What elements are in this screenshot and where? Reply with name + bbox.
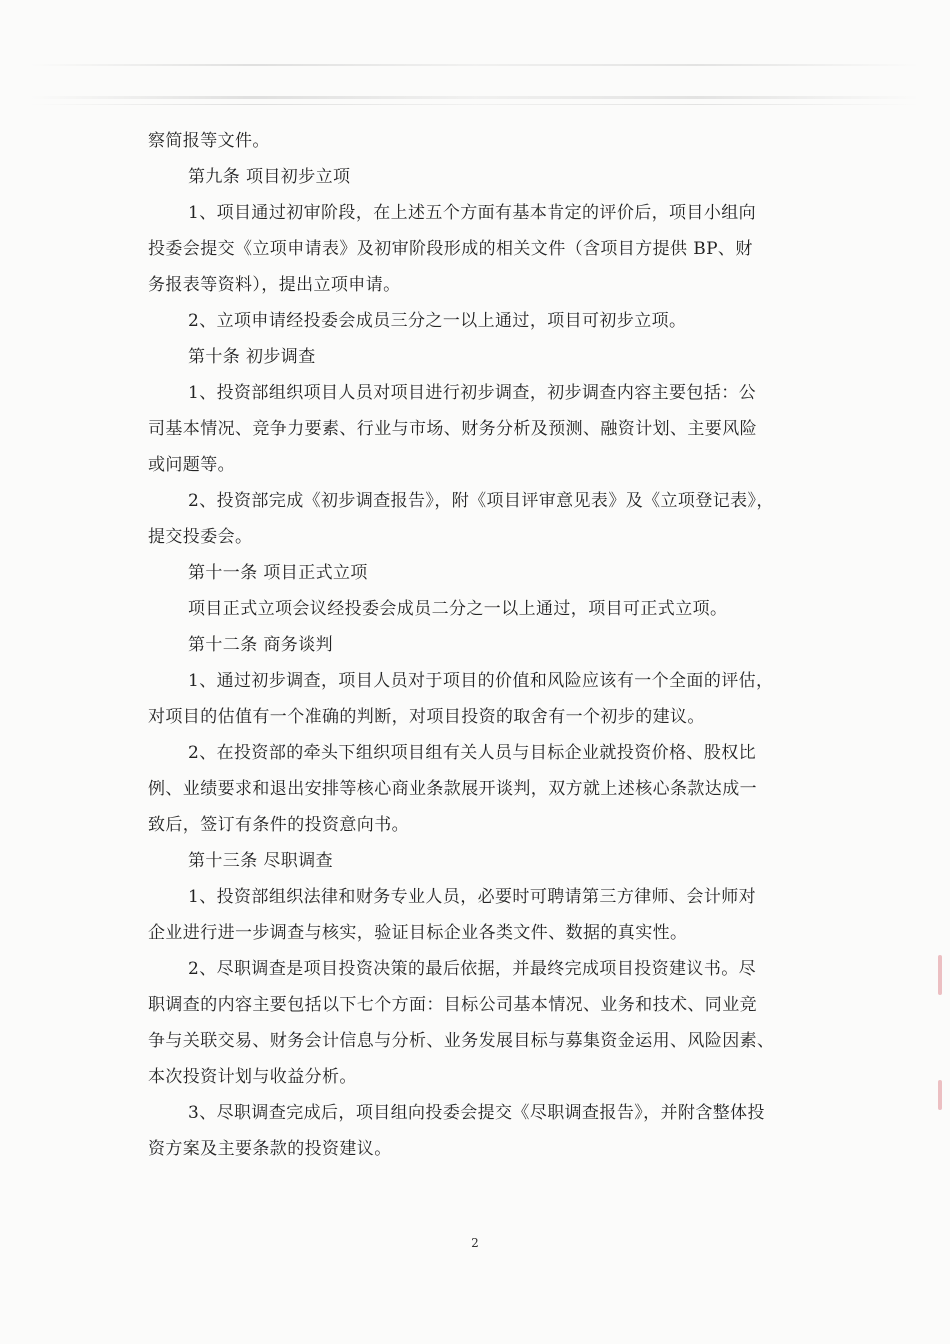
text-line: 第九条 项目初步立项 <box>188 167 351 187</box>
text-line: 资方案及主要条款的投资建议。 <box>148 1139 392 1159</box>
scan-artifact <box>30 96 920 99</box>
text-line: 2、立项申请经投委会成员三分之一以上通过，项目可初步立项。 <box>188 311 687 331</box>
page-number: 2 <box>471 1236 479 1250</box>
text-line: 例、业绩要求和退出安排等核心商业条款展开谈判，双方就上述核心条款达成一 <box>148 779 757 799</box>
text-line: 项目正式立项会议经投委会成员二分之一以上通过，项目可正式立项。 <box>188 599 728 619</box>
scan-edge-mark <box>938 1080 942 1110</box>
text-line: 投委会提交《立项申请表》及初审阶段形成的相关文件（含项目方提供 BP、财 <box>148 239 753 259</box>
text-line: 3、尽职调查完成后，项目组向投委会提交《尽职调查报告》，并附含整体投 <box>188 1103 765 1123</box>
text-line: 或问题等。 <box>148 455 235 475</box>
text-line: 致后，签订有条件的投资意向书。 <box>148 815 409 835</box>
text-line: 职调查的内容主要包括以下七个方面：目标公司基本情况、业务和技术、同业竞 <box>148 995 757 1015</box>
scan-artifact <box>30 104 920 105</box>
text-line: 第十二条 商务谈判 <box>188 635 334 655</box>
text-line: 察简报等文件。 <box>148 131 270 151</box>
text-line: 提交投委会。 <box>148 527 253 547</box>
text-line: 2、在投资部的牵头下组织项目组有关人员与目标企业就投资价格、股权比 <box>188 743 757 763</box>
scan-artifact <box>30 64 920 66</box>
text-line: 2、投资部完成《初步调查报告》，附《项目评审意见表》及《立项登记表》， <box>188 491 774 511</box>
text-line: 争与关联交易、财务会计信息与分析、业务发展目标与募集资金运用、风险因素、 <box>148 1031 775 1051</box>
text-line: 第十条 初步调查 <box>188 347 316 367</box>
scan-edge-mark <box>938 955 942 995</box>
text-line: 2、尽职调查是项目投资决策的最后依据，并最终完成项目投资建议书。尽 <box>188 959 757 979</box>
document-body <box>148 123 808 1167</box>
text-line: 第十一条 项目正式立项 <box>188 563 368 583</box>
text-line: 1、投资部组织法律和财务专业人员，必要时可聘请第三方律师、会计师对 <box>188 887 757 907</box>
text-line: 司基本情况、竞争力要素、行业与市场、财务分析及预测、融资计划、主要风险 <box>148 419 757 439</box>
text-line: 第十三条 尽职调查 <box>188 851 334 871</box>
text-line: 对项目的估值有一个准确的判断，对项目投资的取舍有一个初步的建议。 <box>148 707 705 727</box>
text-line: 本次投资计划与收益分析。 <box>148 1067 357 1087</box>
text-line: 1、通过初步调查，项目人员对于项目的价值和风险应该有一个全面的评估， <box>188 671 774 691</box>
text-line: 1、投资部组织项目人员对项目进行初步调查，初步调查内容主要包括：公 <box>188 383 757 403</box>
text-line: 企业进行进一步调查与核实，验证目标企业各类文件、数据的真实性。 <box>148 923 688 943</box>
text-line: 1、项目通过初审阶段，在上述五个方面有基本肯定的评价后，项目小组向 <box>188 203 757 223</box>
text-line: 务报表等资料），提出立项申请。 <box>148 275 401 295</box>
